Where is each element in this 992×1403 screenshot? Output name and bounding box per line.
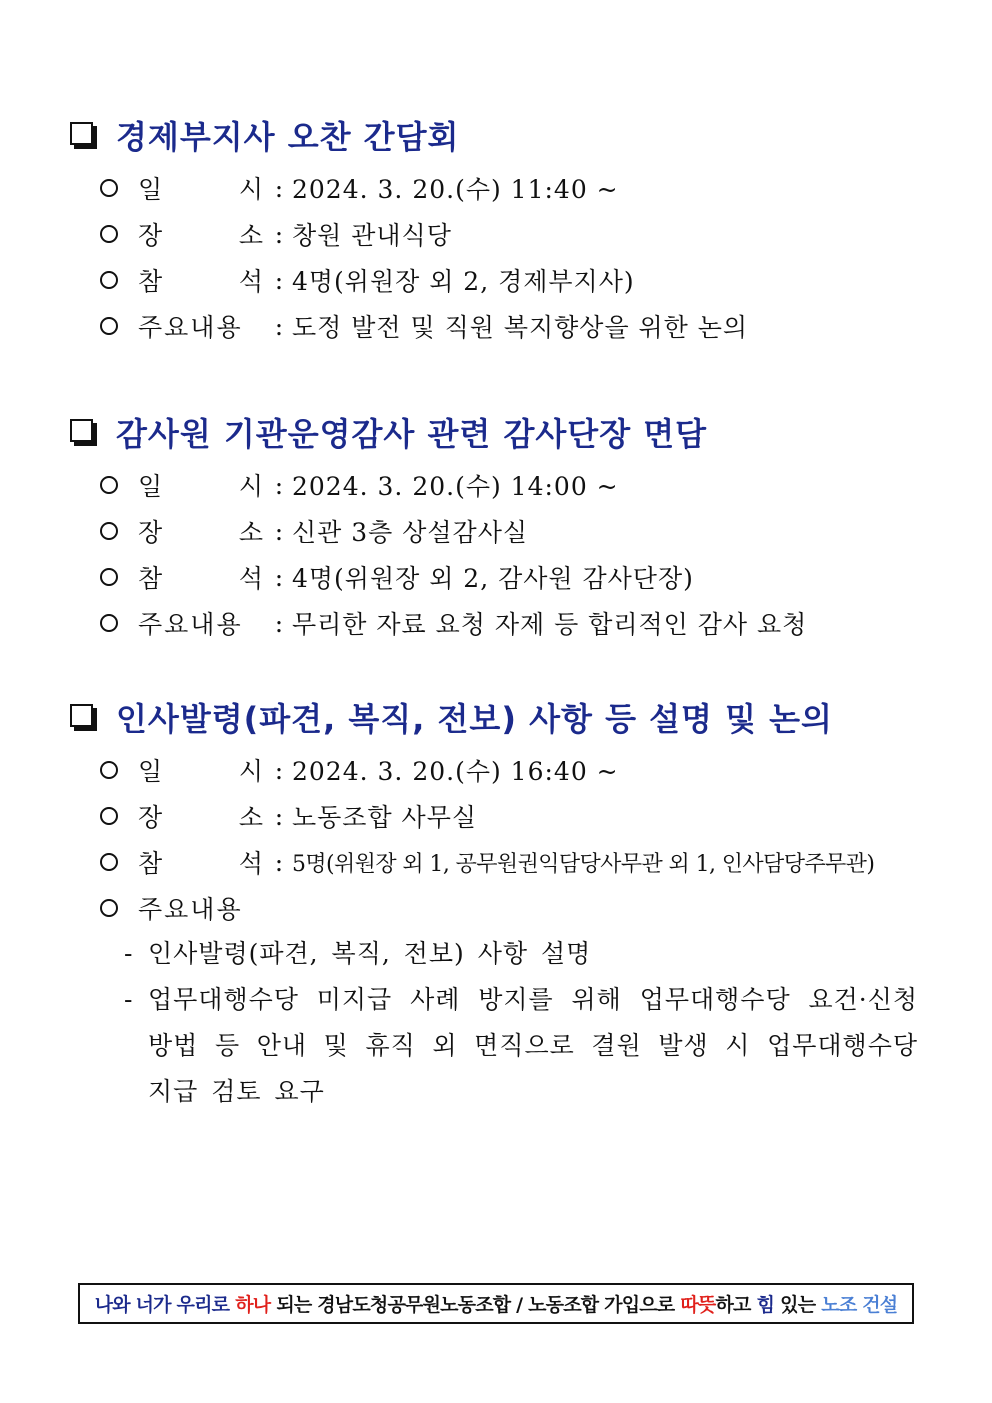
colon: : (274, 608, 284, 638)
item-value: 노동조합 사무실 (292, 803, 477, 832)
checkbox-icon (70, 122, 96, 148)
dash-bullet: - (124, 939, 133, 968)
colon: : (274, 219, 284, 249)
circle-bullet-icon (100, 271, 118, 289)
footer-slogan (78, 1283, 914, 1324)
colon: : (274, 173, 284, 203)
section-title (70, 695, 930, 739)
colon: : (274, 562, 284, 592)
list-item-place (100, 211, 930, 257)
list-item-date (100, 462, 930, 508)
circle-bullet-icon (100, 761, 118, 779)
item-value: 신관 3층 상설감사실 (292, 518, 528, 547)
sub-item-text: 업무대행수당 미지급 사례 방지를 위해 업무대행수당 요건·신청 방법 등 안내 및 휴직 외 면직으로 결원 발생 시 업무대행수당 지급 검토 요구 (148, 985, 918, 1106)
item-label: 장 소 (138, 518, 266, 547)
circle-bullet-icon (100, 853, 118, 871)
item-label: 주요내용 (138, 895, 243, 924)
sub-item-list (124, 931, 930, 1115)
item-value: 도정 발전 및 직원 복지향상을 위한 논의 (292, 313, 749, 342)
item-value: 무리한 자료 요청 자제 등 합리적인 감사 요청 (292, 610, 808, 639)
list-item-attendees (100, 554, 930, 600)
list-item-content (100, 600, 930, 646)
list-item-date (100, 165, 930, 211)
list-item-place (100, 793, 930, 839)
section-title (70, 113, 930, 157)
section-title-text: 감사원 기관운영감사 관련 감사단장 면담 (116, 415, 708, 453)
slogan-segment: 있는 (780, 1294, 816, 1316)
slogan-segment: 되는 경남도청공무원노동조합 / 노동조합 가입으로 (276, 1294, 675, 1316)
checkbox-icon (70, 419, 96, 445)
item-label: 참 석 (138, 849, 266, 878)
colon: : (274, 801, 284, 831)
circle-bullet-icon (100, 317, 118, 335)
sub-item (124, 977, 930, 1115)
item-label: 장 소 (138, 803, 266, 832)
circle-bullet-icon (100, 476, 118, 494)
item-value: 2024. 3. 20.(수) 11:40 ~ (292, 175, 619, 204)
section-2 (70, 410, 930, 646)
item-value: 4명(위원장 외 2, 감사원 감사단장) (292, 564, 694, 593)
circle-bullet-icon (100, 807, 118, 825)
item-label: 참 석 (138, 564, 266, 593)
colon: : (274, 265, 284, 295)
list-item-attendees (100, 839, 930, 885)
item-list (100, 462, 930, 646)
section-3 (70, 695, 930, 1115)
circle-bullet-icon (100, 899, 118, 917)
item-list (100, 165, 930, 349)
dash-bullet: - (124, 985, 133, 1014)
circle-bullet-icon (100, 225, 118, 243)
colon: : (274, 755, 284, 785)
item-label: 일 시 (138, 472, 266, 501)
circle-bullet-icon (100, 568, 118, 586)
item-label: 일 시 (138, 175, 266, 204)
item-value: 창원 관내식당 (292, 221, 452, 250)
item-list (100, 747, 930, 1115)
sub-item-text: 인사발령(파견, 복직, 전보) 사항 설명 (148, 939, 592, 968)
list-item-content (100, 885, 930, 931)
section-1 (70, 113, 930, 349)
list-item-place (100, 508, 930, 554)
colon: : (274, 516, 284, 546)
colon: : (274, 470, 284, 500)
item-value: 2024. 3. 20.(수) 14:00 ~ (292, 472, 619, 501)
item-label: 주요내용 (138, 610, 243, 639)
checkbox-icon (70, 704, 96, 730)
slogan-segment: 힘 (756, 1294, 775, 1316)
item-label: 참 석 (138, 267, 266, 296)
slogan-segment: 따뜻 (680, 1294, 716, 1316)
list-item-content (100, 303, 930, 349)
slogan-segment: 하고 (715, 1294, 751, 1316)
list-item-attendees (100, 257, 930, 303)
slogan-segment: 나와 너가 우리로 (94, 1294, 230, 1316)
item-label: 장 소 (138, 221, 266, 250)
sub-item (124, 931, 930, 977)
circle-bullet-icon (100, 614, 118, 632)
item-value: 4명(위원장 외 2, 경제부지사) (292, 267, 635, 296)
item-label: 일 시 (138, 757, 266, 786)
colon: : (274, 311, 284, 341)
list-item-date (100, 747, 930, 793)
item-value: 5명(위원장 외 1, 공무원권익담당사무관 외 1, 인사담당주무관) (292, 851, 875, 877)
item-value: 2024. 3. 20.(수) 16:40 ~ (292, 757, 619, 786)
section-title-text: 인사발령(파견, 복직, 전보) 사항 등 설명 및 논의 (116, 700, 833, 738)
circle-bullet-icon (100, 522, 118, 540)
item-label: 주요내용 (138, 313, 243, 342)
circle-bullet-icon (100, 179, 118, 197)
slogan-segment: 노조 건설 (821, 1294, 898, 1316)
section-title-text: 경제부지사 오찬 간담회 (116, 118, 460, 156)
slogan-segment: 하나 (235, 1294, 271, 1316)
colon: : (274, 847, 284, 877)
section-title (70, 410, 930, 454)
